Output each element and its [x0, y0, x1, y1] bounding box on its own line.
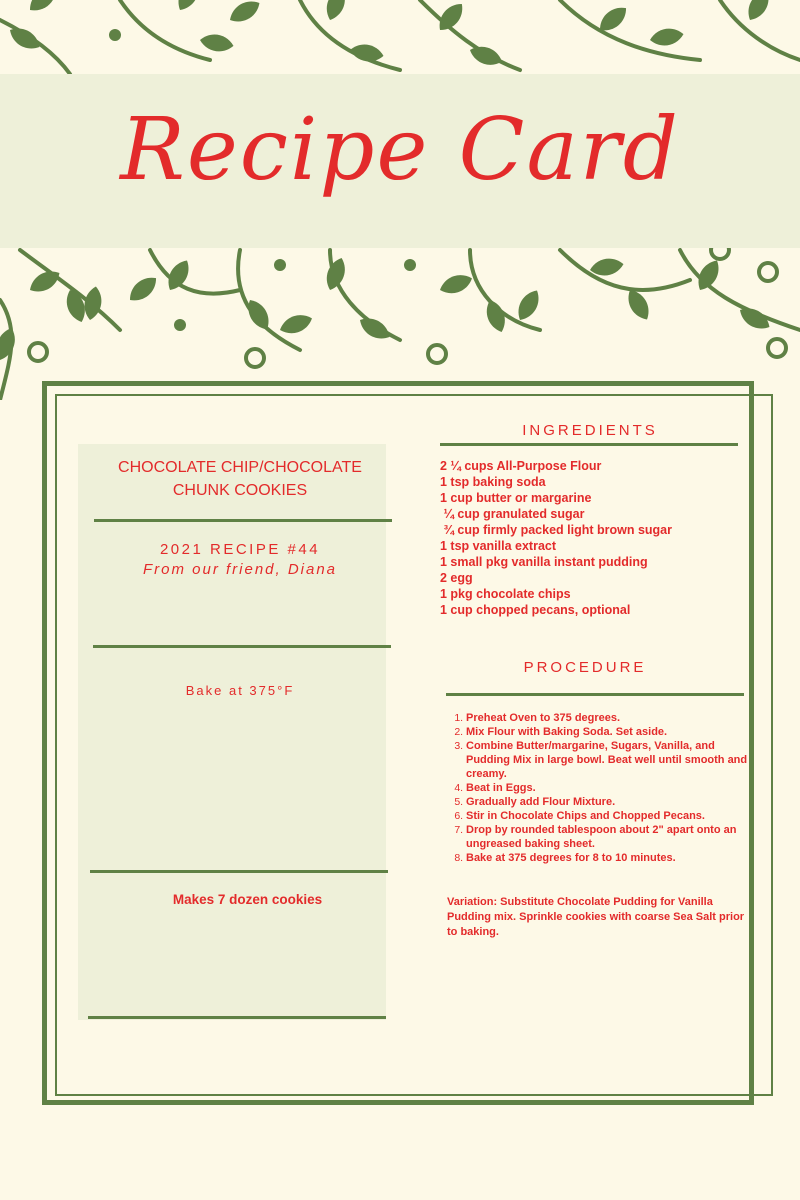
list-item: 2 egg: [440, 571, 473, 585]
list-item: 2. Mix Flour with Baking Soda. Set aside.: [466, 725, 754, 739]
procedure-heading: PROCEDURE: [523, 659, 647, 676]
list-item: ¾ cup firmly packed light brown sugar: [440, 523, 672, 537]
list-item: 1 pkg chocolate chips: [440, 587, 571, 601]
list-item: ¼ cup granulated sugar: [440, 507, 585, 521]
divider: [90, 870, 388, 873]
list-item: 7. Drop by rounded tablespoon about 2" apart onto an ungreased baking sheet.: [466, 823, 754, 851]
recipe-yield: Makes 7 dozen cookies: [172, 892, 323, 907]
list-item: 4. Beat in Eggs.: [466, 781, 754, 795]
recipe-name: CHOCOLATE CHIP/CHOCOLATE CHUNK COOKIES: [118, 459, 362, 499]
list-item: 1 tsp baking soda: [440, 475, 546, 489]
recipe-number: 2021 RECIPE #44: [159, 541, 321, 558]
divider: [93, 645, 391, 648]
list-item: 8. Bake at 375 degrees for 8 to 10 minutes.: [466, 851, 754, 865]
divider: [440, 443, 738, 446]
page-title: Recipe Card: [120, 100, 680, 200]
list-item: 1 small pkg vanilla instant pudding: [440, 555, 648, 569]
variation-note: Variation: Substitute Chocolate Pudding for Vanilla Pudding mix. Sprinkle cookies with coarse Sea Salt prior to baking.: [447, 896, 745, 938]
divider: [94, 519, 392, 522]
recipe-source: From our friend, Diana: [142, 561, 338, 578]
bake-temperature: Bake at 375°F: [185, 683, 295, 698]
recipe-info-panel: [78, 444, 386, 1020]
list-item: 1 cup chopped pecans, optional: [440, 603, 631, 617]
ingredients-list: [440, 458, 760, 618]
list-item: 6. Stir in Chocolate Chips and Chopped Pecans.: [466, 809, 754, 823]
list-item: 1. Preheat Oven to 375 degrees.: [466, 711, 754, 725]
list-item: 3. Combine Butter/margarine, Sugars, Vanilla, and Pudding Mix in large bowl. Beat well until smooth and creamy.: [466, 739, 754, 781]
divider: [88, 1016, 386, 1019]
list-item: 1 tsp vanilla extract: [440, 539, 557, 553]
divider: [446, 693, 744, 696]
list-item: 2 ¼ cups All-Purpose Flour: [440, 459, 602, 473]
ingredients-heading: INGREDIENTS: [522, 422, 658, 439]
list-item: 1 cup butter or margarine: [440, 491, 592, 505]
procedure-steps: [446, 711, 754, 865]
list-item: 5. Gradually add Flour Mixture.: [466, 795, 754, 809]
